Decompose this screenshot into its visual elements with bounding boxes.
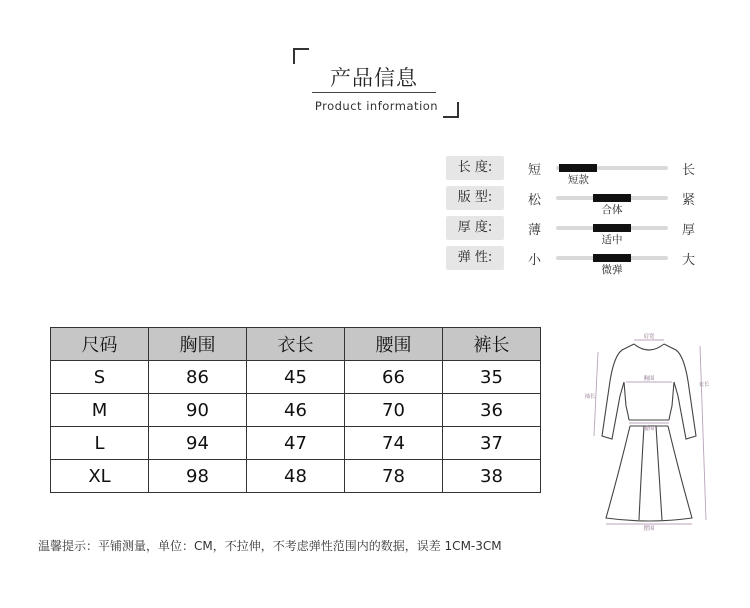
length-label: 衣长	[698, 382, 710, 388]
chest-label: 胸围	[643, 376, 655, 382]
header-cell-chest: 胸围	[149, 328, 247, 361]
table-cell: 45	[247, 361, 345, 394]
scale-left-text: 松	[528, 193, 542, 208]
table-cell: 37	[443, 427, 541, 460]
scale-label: 弹 性:	[446, 246, 504, 270]
measure-labels	[584, 332, 710, 532]
table-cell: L	[51, 427, 149, 460]
dress-measurement-figure	[584, 326, 714, 532]
table-cell: M	[51, 394, 149, 427]
table-cell: 66	[345, 361, 443, 394]
scale-label: 厚 度:	[446, 216, 504, 240]
table-cell: 47	[247, 427, 345, 460]
sleeve-label: 袖长	[584, 394, 596, 400]
scale-thickness	[446, 216, 706, 244]
table-cell: 70	[345, 394, 443, 427]
table-row	[51, 394, 541, 427]
scale-value: 适中	[601, 234, 623, 246]
table-header-row	[51, 328, 541, 361]
shoulder-label: 肩宽	[643, 334, 655, 340]
scale-left-text: 短	[528, 163, 542, 178]
table-cell: 94	[149, 427, 247, 460]
scale-value: 短款	[567, 174, 589, 186]
dress-outline	[602, 344, 696, 521]
scale-marker	[593, 224, 631, 232]
title-underline	[312, 92, 436, 93]
table-cell: 90	[149, 394, 247, 427]
scale-right-text: 长	[682, 163, 696, 178]
page-subtitle: Product information	[314, 99, 439, 113]
table-row	[51, 427, 541, 460]
scale-marker	[593, 254, 631, 262]
table-row	[51, 361, 541, 394]
table-cell: S	[51, 361, 149, 394]
table-cell: 74	[345, 427, 443, 460]
table-cell: 48	[247, 460, 345, 493]
scale-right-text: 厚	[682, 223, 696, 238]
header-corner-bottom-right	[443, 102, 459, 118]
scale-label: 版 型:	[446, 186, 504, 210]
scale-fit	[446, 186, 706, 214]
hem-label: 摆围	[643, 526, 655, 532]
table-cell: XL	[51, 460, 149, 493]
header-cell-waist: 腰围	[345, 328, 443, 361]
page-title: 产品信息	[330, 66, 418, 90]
table-cell: 86	[149, 361, 247, 394]
scale-label: 长 度:	[446, 156, 504, 180]
size-table	[50, 327, 541, 493]
table-cell: 46	[247, 394, 345, 427]
scale-right-text: 紧	[682, 193, 696, 208]
measure-lines	[594, 340, 706, 524]
scale-value: 合体	[601, 204, 623, 216]
table-cell: 78	[345, 460, 443, 493]
scale-value: 微弹	[601, 264, 623, 276]
header-cell-pants-length: 裤长	[443, 328, 541, 361]
table-cell: 36	[443, 394, 541, 427]
scale-marker	[559, 164, 597, 172]
scale-elasticity	[446, 246, 706, 274]
scale-left-text: 小	[528, 253, 542, 268]
scale-right-text: 大	[682, 253, 696, 268]
measurement-note: 温馨提示：平铺测量，单位：CM，不拉伸，不考虑弹性范围内的数据，误差 1CM-3CM	[38, 539, 502, 553]
scale-length	[446, 156, 706, 184]
header-cell-size: 尺码	[51, 328, 149, 361]
header-cell-length: 衣长	[247, 328, 345, 361]
table-cell: 98	[149, 460, 247, 493]
table-cell: 35	[443, 361, 541, 394]
header-corner-top-left	[293, 48, 309, 64]
waist-label: 腰围	[643, 426, 655, 432]
scale-left-text: 薄	[528, 223, 542, 238]
table-row	[51, 460, 541, 493]
scale-marker	[593, 194, 631, 202]
table-cell: 38	[443, 460, 541, 493]
